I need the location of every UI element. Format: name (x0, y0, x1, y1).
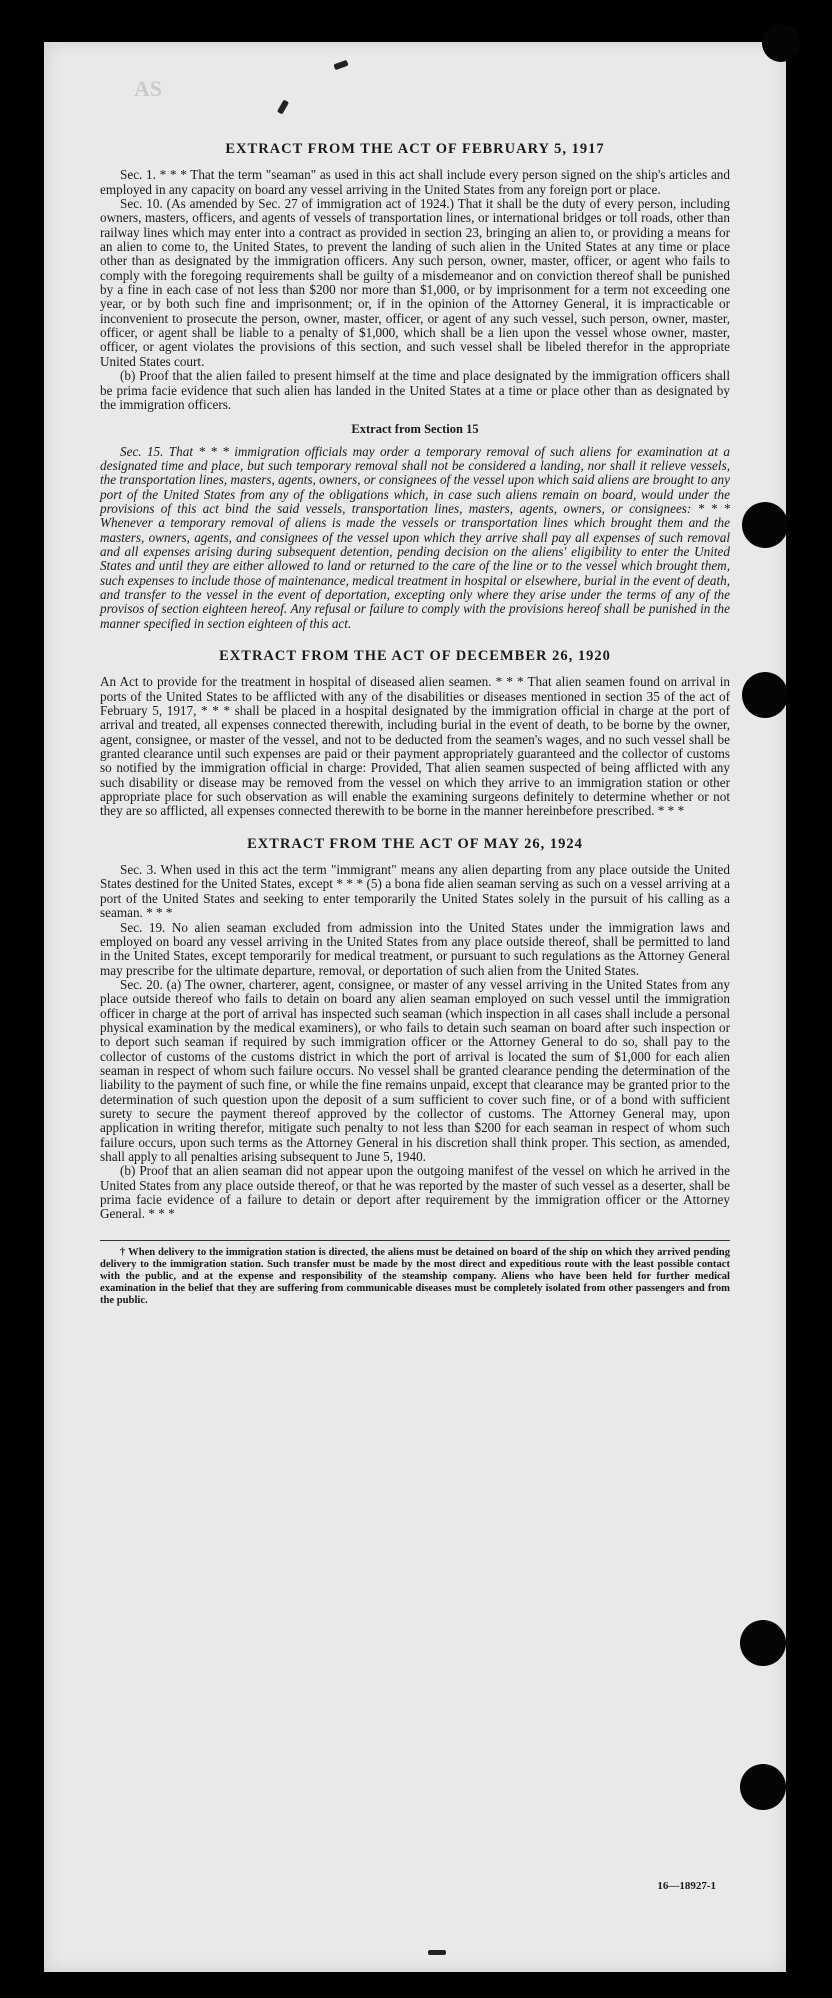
document-page (44, 42, 786, 1972)
paper-mark (428, 1950, 446, 1955)
section-may-1924 (100, 837, 730, 1222)
paragraph: Sec. 19. No alien seaman excluded from admission into the United States under the immigration laws and employed on board any vessel arriving in the United States from any place outside thereof, shall be permitted to land in the United States, except temporarily for medical treatment, or pursuant to such regulations as the Attorney General may prescribe for the ultimate departure, removal, or deportation of such alien from the United States. (100, 919, 730, 978)
form-number: 16—18927-1 (657, 1880, 716, 1892)
punch-hole (762, 24, 800, 62)
ghost-mark: AS (134, 76, 163, 101)
paragraph: (b) Proof that an alien seaman did not appear upon the outgoing manifest of the vessel on which he arrived in the United States from any place outside thereof, or that he was reported by the master of such vessel as a deserter, shall be prima facie evidence of a failure to detain or deport after requirement by the immigration officer or the Attorney General. * * * (100, 1163, 730, 1222)
heading-section-15: Extract from Section 15 (351, 422, 479, 437)
section-dec-1920 (100, 649, 730, 819)
document-body (100, 142, 730, 1307)
paragraph-section-15: Sec. 15. That * * * immigration officials may order a temporary removal of such aliens for examination at a designated time and place, but such temporary removal shall not be considered a landing, nor shall it relieve vessels, the transportation lines, masters, agents, owners, or consignees of the vessel upon which said aliens are brought to any port of the United States from any of the obligations which, in case such aliens remain on board, would under the provisions of this act bind the said vessels, transportation lines, masters, agents, owners, or consignees: * * * Whenever a temporary removal of aliens is made the vessels or transportation lines which brought them and the masters, owners, agents, and consignees of the vessel upon which they arrive shall pay all expenses of such removal and all expenses arising during subsequent detention, pending decision on the aliens' eligibility to enter the United States and until they are either allowed to land or returned to the care of the line or to the vessel which brought them, such expenses to include those of maintenance, medical treatment in hospital or elsewhere, burial in the event of death, and transfer to the vessel in the event of deportation, excepting only where they arise under the terms of any of the provisos of section eighteen hereof. Any refusal or failure to comply with the provisions hereof shall be punished in the manner specified in section eighteen of this act. (100, 443, 730, 631)
punch-hole (740, 1620, 786, 1666)
heading-act-feb-1917: EXTRACT FROM THE ACT OF FEBRUARY 5, 1917 (225, 141, 605, 157)
punch-hole (740, 1764, 786, 1810)
paper-mark (277, 99, 289, 114)
footnote-divider (100, 1240, 730, 1241)
paragraph: (b) Proof that the alien failed to present himself at the time and place designated by the immigration officers shall be prima facie evidence that such alien has landed in the United States at a time or place other than as designated by the immigration officers. (100, 368, 730, 412)
punch-hole (742, 502, 788, 548)
punch-hole (742, 672, 788, 718)
paper-mark (333, 60, 348, 70)
footnote: † When delivery to the immigration station is directed, the aliens must be detained on board of the ship on which they arrived pending delivery to the immigration station. Such transfer must be made by the most direct and expeditious route with the least possible contact with the public, and at the expense and responsibility of the steamship company. Aliens who have been held for further medical examination in the belief that they are suffering from communicable diseases must be completely isolated from other passengers and from the public. (100, 1246, 730, 1306)
section-feb-1917 (100, 142, 730, 631)
paragraph: Sec. 20. (a) The owner, charterer, agent, consignee, or master of any vessel arriving in the United States from any place outside thereof who fails to detain on board any alien seaman employed on such vessel until the immigration officer in charge at the port of arrival has inspected such seaman (which inspection in all cases shall include a personal physical examination by the medical examiners), or who fails to detain such seaman on board after such inspection or to deport such seaman if required by such immigration officer or the Attorney General to do so, shall pay to the collector of customs of the customs district in which the port of arrival is located the sum of $1,000 for each alien seaman in respect of whom such failure occurs. No vessel shall be granted clearance pending the determination of the liability to the payment of such fine, or while the fine remains unpaid, except that clearance may be granted prior to the determination of such question upon the deposit of a sum sufficient to cover such fine, or of a bond with sufficient surety to secure the payment thereof approved by the collector of customs. The Attorney General may, upon application in writing therefor, mitigate such penalty to not less than $200 for each seaman in respect of whom such failure occurs, upon such terms as the Attorney General in his discretion shall think proper. This section, as amended, shall apply to all penalties arising subsequent to June 5, 1940. (100, 976, 730, 1164)
paragraph: An Act to provide for the treatment in hospital of diseased alien seamen. * * * That alien seamen found on arrival in ports of the United States to be afflicted with any of the disabilities or diseases mentioned in section 35 of the act of February 5, 1917, * * * shall be placed in a hospital designated by the immigration official in charge at the port of arrival and treated, all expenses connected therewith, including burial in the event of death, to be borne by the owner, agent, consignee, or master of the vessel, and not to be deducted from the seamen's wages, and no such vessel shall be granted clearance until such expenses are paid or their payment appropriately guaranteed and the collector of customs so notified by the immigration official in charge: Provided, That alien seamen suspected of being afflicted with any such disability or disease may be removed from the vessel on which they arrive to an immigration station or other appropriate place for such observation as will enable the examining surgeons definitely to determine whether or not they are so afflicted, all expenses connected therewith to be borne in the manner hereinbefore prescribed. * * * (100, 674, 730, 819)
paragraph: Sec. 3. When used in this act the term "immigrant" means any alien departing from any place outside the United States destined for the United States, except * * * (5) a bona fide alien seaman serving as such on a vessel arriving at a port of the United States and seeking to enter temporarily the United States solely in the pursuit of his calling as a seaman. * * * (100, 862, 730, 921)
paragraph: Sec. 10. (As amended by Sec. 27 of immigration act of 1924.) That it shall be the duty of every person, including owners, masters, officers, and agents of vessels of transportation lines, or international bridges or toll roads, other than railway lines which may enter into a contract as provided in section 23, bringing an alien to, or providing a means for an alien to come to, the United States, to prevent the landing of such alien in the United States at any time or place other than as designated by the immigration officers. Any such person, owner, master, officer, or agent who fails to comply with the foregoing requirements shall be guilty of a misdemeanor and on conviction thereof shall be punished by a fine in each case of not less than $200 nor more than $1,000, or by imprisonment for a term not exceeding one year, or by both such fine and imprisonment; or, if in the opinion of the Attorney General, it is impracticable or inconvenient to prosecute the person, owner, master, officer, or agent of any such vessel, such person, owner, master, officer, or agent shall be liable to a penalty of $1,000, which shall be a lien upon the vessel whose owner, master, officer, or agent violates the provisions of this section, and such vessel shall be libeled therefor in the appropriate United States court. (100, 196, 730, 369)
heading-act-dec-1920: EXTRACT FROM THE ACT OF DECEMBER 26, 1920 (219, 648, 611, 664)
paragraph: Sec. 1. * * * That the term "seaman" as used in this act shall include every person signed on the ship's articles and employed in any capacity on board any vessel arriving in the United States from any foreign port or place. (100, 167, 730, 197)
heading-act-may-1924: EXTRACT FROM THE ACT OF MAY 26, 1924 (247, 835, 583, 852)
